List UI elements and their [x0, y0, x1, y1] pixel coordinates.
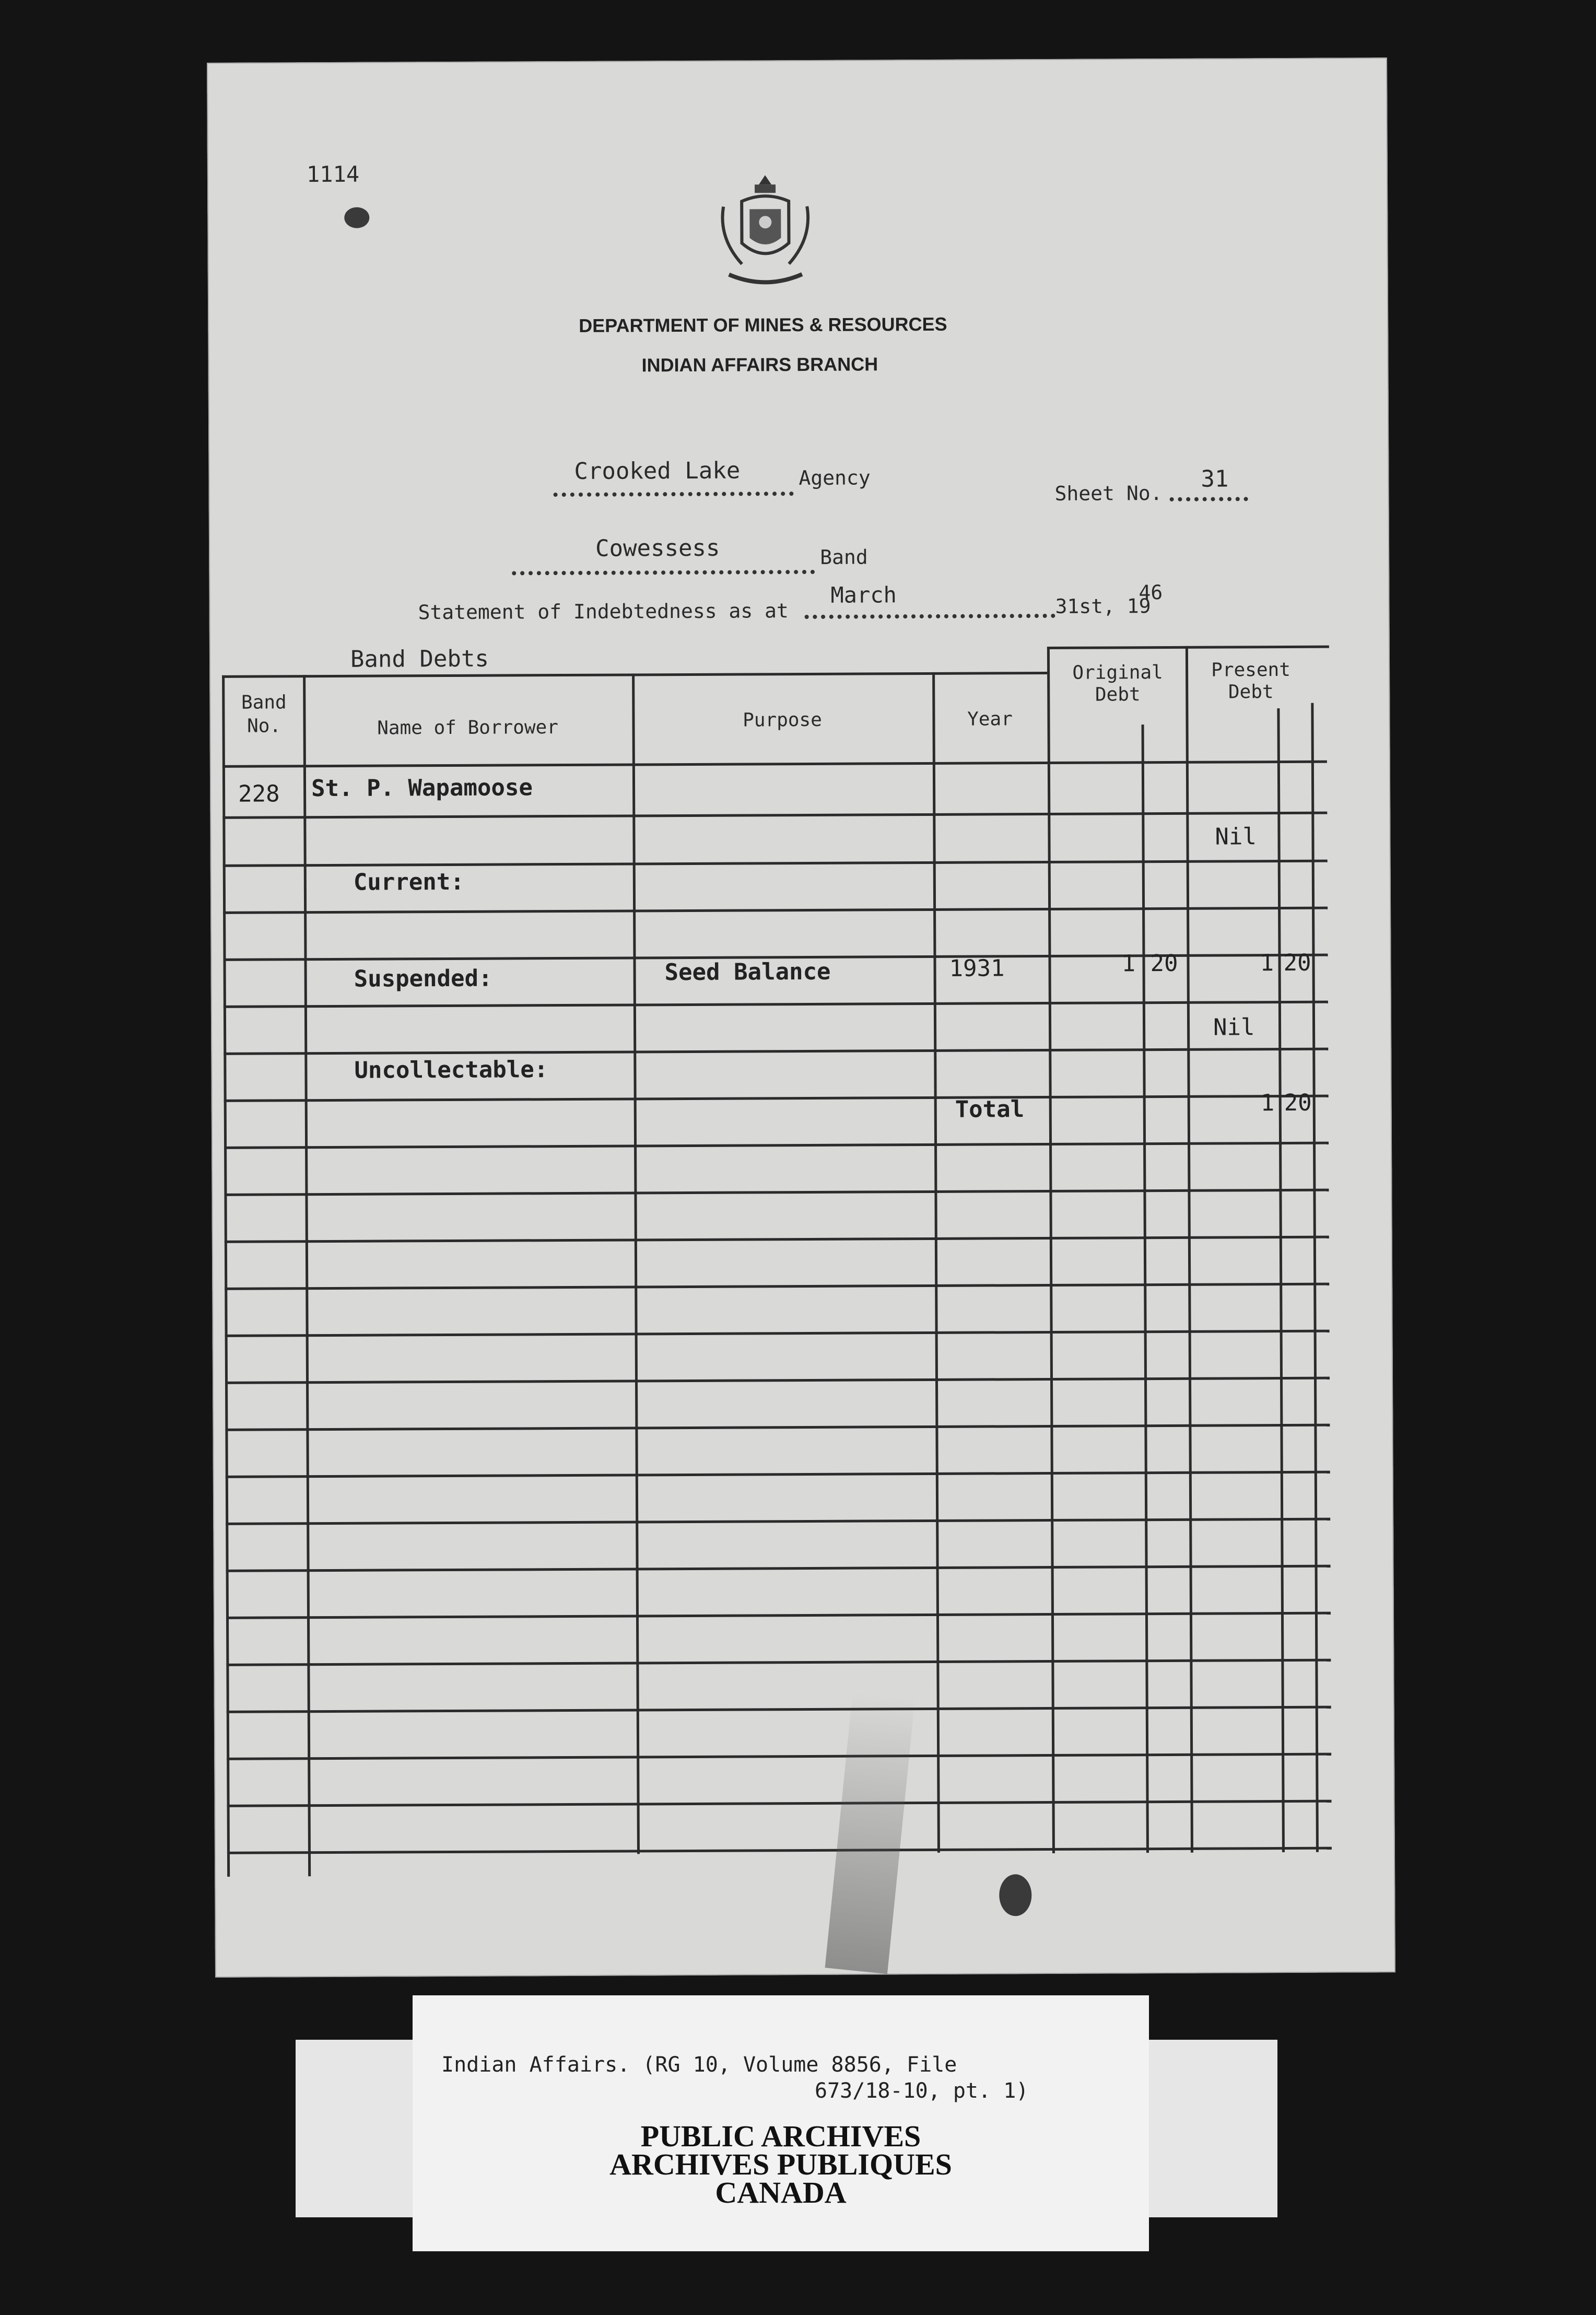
- current-label: Current:: [353, 868, 464, 896]
- table-row-rule: [226, 1612, 1331, 1619]
- sheet-label: Sheet No.: [1054, 482, 1163, 505]
- statement-label: Statement of Indebtedness as at: [418, 599, 789, 624]
- table-col-rule: [932, 672, 940, 1853]
- department-heading: DEPARTMENT OF MINES & RESOURCES: [579, 313, 947, 336]
- header-band-no-line1: Band: [241, 692, 287, 714]
- band-dotted-line: [512, 570, 815, 576]
- punch-hole-mark: [344, 207, 369, 228]
- total-dollars: 1: [1260, 1090, 1275, 1117]
- agency-value: Crooked Lake: [574, 457, 741, 485]
- sheet-dotted-line: [1170, 497, 1248, 501]
- archives-publiques-text: ARCHIVES PUBLIQUES: [609, 2147, 952, 2181]
- total-cents: 20: [1284, 1089, 1312, 1117]
- header-present-debt-line1: Present: [1211, 659, 1291, 681]
- table-row-rule: [227, 1800, 1332, 1807]
- archive-reference-line2: 673/18-10, pt. 1): [815, 2079, 1029, 2103]
- section-title: Band Debts: [350, 645, 489, 673]
- header-original-debt-line1: Original: [1072, 662, 1163, 684]
- current-present-debt: Nil: [1215, 823, 1257, 850]
- public-archives-text: PUBLIC ARCHIVES: [640, 2119, 921, 2153]
- header-original-debt-line2: Debt: [1095, 684, 1141, 706]
- suspended-year: 1931: [949, 955, 1005, 982]
- table-row-rule: [223, 907, 1328, 914]
- statement-month: March: [830, 582, 897, 608]
- sheet-number: 31: [1201, 465, 1229, 493]
- suspended-label: Suspended:: [354, 965, 492, 992]
- document-page: [207, 57, 1395, 1978]
- table-row-rule: [226, 1565, 1331, 1572]
- table-col-rule: [222, 675, 230, 1877]
- borrower-name: St. P. Wapamoose: [311, 774, 533, 802]
- table-row-rule: [224, 1189, 1329, 1196]
- table-col-rule: [303, 675, 311, 1876]
- table-col-rule: [1142, 724, 1149, 1853]
- archive-label: [413, 1995, 1149, 2251]
- table-col-rule: [1277, 708, 1285, 1852]
- table-header-rule: [222, 761, 1327, 768]
- statement-dotted-line: [805, 614, 1055, 619]
- borrower-band-no: 228: [238, 780, 280, 808]
- table-row-rule: [225, 1377, 1330, 1384]
- table-col-rule: [1047, 647, 1055, 1853]
- band-value: Cowessess: [595, 534, 720, 562]
- agency-dotted-line: [554, 492, 794, 497]
- table-row-rule: [224, 1095, 1329, 1102]
- branch-heading: INDIAN AFFAIRS BRANCH: [641, 353, 878, 376]
- table-col-rule: [1186, 646, 1193, 1853]
- header-present-debt-line2: Debt: [1228, 681, 1274, 703]
- table-row-rule: [222, 812, 1327, 819]
- table-row-rule: [224, 1001, 1328, 1008]
- table-row-rule: [225, 1330, 1330, 1337]
- agency-label: Agency: [799, 466, 871, 490]
- table-row-rule: [227, 1706, 1331, 1713]
- canada-text: CANADA: [715, 2176, 847, 2209]
- table-row-rule: [226, 1659, 1331, 1666]
- band-label: Band: [820, 545, 868, 569]
- header-year: Year: [967, 708, 1013, 730]
- ink-blot: [999, 1874, 1031, 1916]
- header-name-of-borrower: Name of Borrower: [377, 717, 559, 739]
- total-label: Total: [955, 1096, 1025, 1123]
- table-row-rule: [225, 1424, 1330, 1431]
- statement-year: 46: [1139, 581, 1163, 604]
- table-row-rule: [225, 1283, 1329, 1290]
- table-row-rule: [224, 1048, 1328, 1055]
- uncollectable-label: Uncollectable:: [354, 1056, 548, 1084]
- suspended-original-cents: 20: [1150, 950, 1178, 977]
- uncollectable-present-debt: Nil: [1213, 1014, 1255, 1041]
- statement-day: 31st, 19: [1055, 594, 1151, 618]
- suspended-purpose: Seed Balance: [664, 958, 831, 986]
- archive-reference-line1: Indian Affairs. (RG 10, Volume 8856, File: [441, 2053, 957, 2077]
- table-row-rule: [226, 1518, 1330, 1525]
- table-col-rule: [632, 673, 640, 1854]
- table-row-rule: [224, 1142, 1329, 1149]
- suspended-original-dollars: 1: [1121, 950, 1136, 977]
- table-row-rule: [223, 860, 1328, 867]
- header-purpose: Purpose: [743, 709, 822, 731]
- table-col-rule: [1311, 703, 1319, 1852]
- page-number: 1114: [306, 161, 360, 188]
- coat-of-arms-icon: [713, 170, 818, 296]
- table-row-rule: [225, 1236, 1329, 1243]
- table-bottom-rule: [227, 1847, 1332, 1854]
- table-row-rule: [226, 1471, 1330, 1478]
- table-row-rule: [227, 1753, 1331, 1760]
- debt-table: [222, 646, 1332, 1893]
- suspended-present-dollars: 1: [1260, 950, 1274, 977]
- suspended-present-cents: 20: [1283, 949, 1311, 977]
- header-band-no-line2: No.: [247, 715, 281, 737]
